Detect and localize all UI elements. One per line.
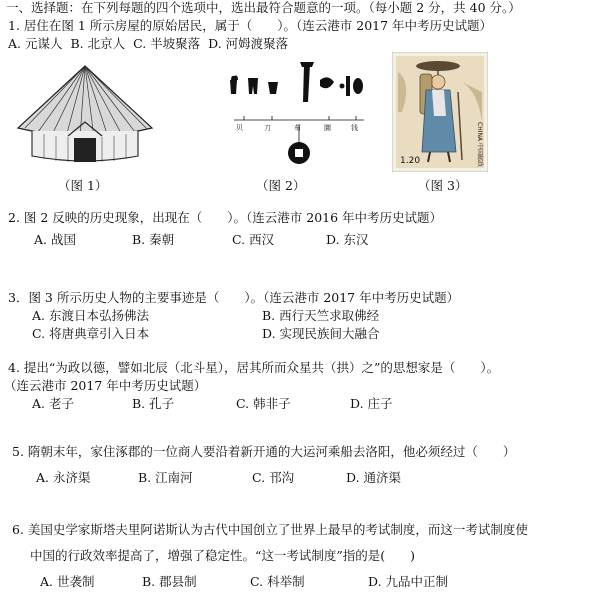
question-5-stem: 5. 隋朝末年，家住涿郡的一位商人要沿着新开通的大运河乘船去洛阳，他必须经过（ ）: [12, 444, 516, 459]
q4-option-a[interactable]: A. 老子: [32, 396, 74, 411]
q4-option-b[interactable]: B. 孔子: [132, 396, 175, 411]
question-1-options: [8, 36, 288, 52]
q6-option-a[interactable]: A. 世袭制: [40, 574, 95, 589]
figure-3-stamp-label: CHINA 中国邮政: [476, 122, 483, 167]
question-1-stem: 1. 居住在图 1 所示房屋的原始居民，属于（ ）。（连云港市 2017 年中考历史试题）: [8, 18, 493, 33]
question-4-stem-line-1: 4. 提出“为政以德，譬如北辰（北斗星），居其所而众星共（拱）之”的思想家是（ ）。: [8, 360, 500, 375]
question-3-stem: 3．图 3 所示历史人物的主要事迹是（ ）。（连云港市 2017 年中考历史试题）: [8, 290, 460, 305]
q6-option-d[interactable]: D. 九品中正制: [368, 574, 449, 589]
figure-1-hut-illustration: [10, 58, 160, 166]
question-4-stem-line-2: （连云港市 2017 年中考历史试题）: [4, 378, 207, 393]
q3-option-a[interactable]: A. 东渡日本弘扬佛法: [32, 308, 149, 323]
q1-option-d[interactable]: D. 河姆渡聚落: [208, 36, 289, 51]
figure-2-label-2: 刀: [264, 124, 271, 132]
q2-option-c[interactable]: C. 西汉: [232, 232, 275, 247]
q3-option-b[interactable]: B. 西行天竺求取佛经: [262, 308, 380, 323]
q1-option-a[interactable]: A. 元谋人: [8, 36, 63, 51]
figure-2-label-1: 贝: [236, 124, 243, 132]
q1-option-c[interactable]: C. 半坡聚落: [133, 36, 201, 51]
question-2-stem: 2. 图 2 反映的历史现象，出现在（ ）。（连云港市 2016 年中考历史试题）: [8, 210, 443, 225]
q6-option-c[interactable]: C. 科举制: [250, 574, 305, 589]
figure-3-price: 1.20: [400, 156, 421, 166]
figure-2-caption: （图 2）: [256, 178, 306, 193]
figure-2-label-5: 钱: [351, 124, 358, 132]
q5-option-a[interactable]: A. 永济渠: [36, 470, 91, 485]
q6-option-b[interactable]: B. 郡县制: [142, 574, 197, 589]
figure-2-ancient-currency: [224, 58, 374, 170]
q3-option-d[interactable]: D. 实现民族间大融合: [262, 326, 380, 341]
figure-2-label-3: 布: [294, 124, 301, 132]
question-6-stem-line-2: 中国的行政效率提高了，增强了稳定性。“这一考试制度”指的是( ): [30, 548, 416, 563]
q2-option-a[interactable]: A. 战国: [34, 232, 76, 247]
q4-option-d[interactable]: D. 庄子: [350, 396, 393, 411]
figure-1-caption: （图 1）: [58, 178, 108, 193]
q2-option-d[interactable]: D. 东汉: [326, 232, 369, 247]
section-header: 一、选择题：在下列每题的四个选项中，选出最符合题意的一项。（每小题 2 分，共 40 分。）: [6, 0, 521, 15]
q3-option-c[interactable]: C. 将唐典章引入日本: [32, 326, 150, 341]
q5-option-d[interactable]: D. 通济渠: [346, 470, 402, 485]
q4-option-c[interactable]: C. 韩非子: [236, 396, 291, 411]
figure-3-stamp: [392, 52, 488, 172]
q2-option-b[interactable]: B. 秦朝: [132, 232, 175, 247]
q1-option-b[interactable]: B. 北京人: [70, 36, 126, 51]
q5-option-b[interactable]: B. 江南河: [138, 470, 193, 485]
figure-2-label-4: 圜: [324, 124, 331, 132]
question-6-stem-line-1: 6. 美国史学家斯塔夫里阿诺斯认为古代中国创立了世界上最早的考试制度，而这一考试制度使: [12, 522, 528, 537]
q5-option-c[interactable]: C. 邗沟: [252, 470, 295, 485]
figure-3-caption: （图 3）: [418, 178, 468, 193]
